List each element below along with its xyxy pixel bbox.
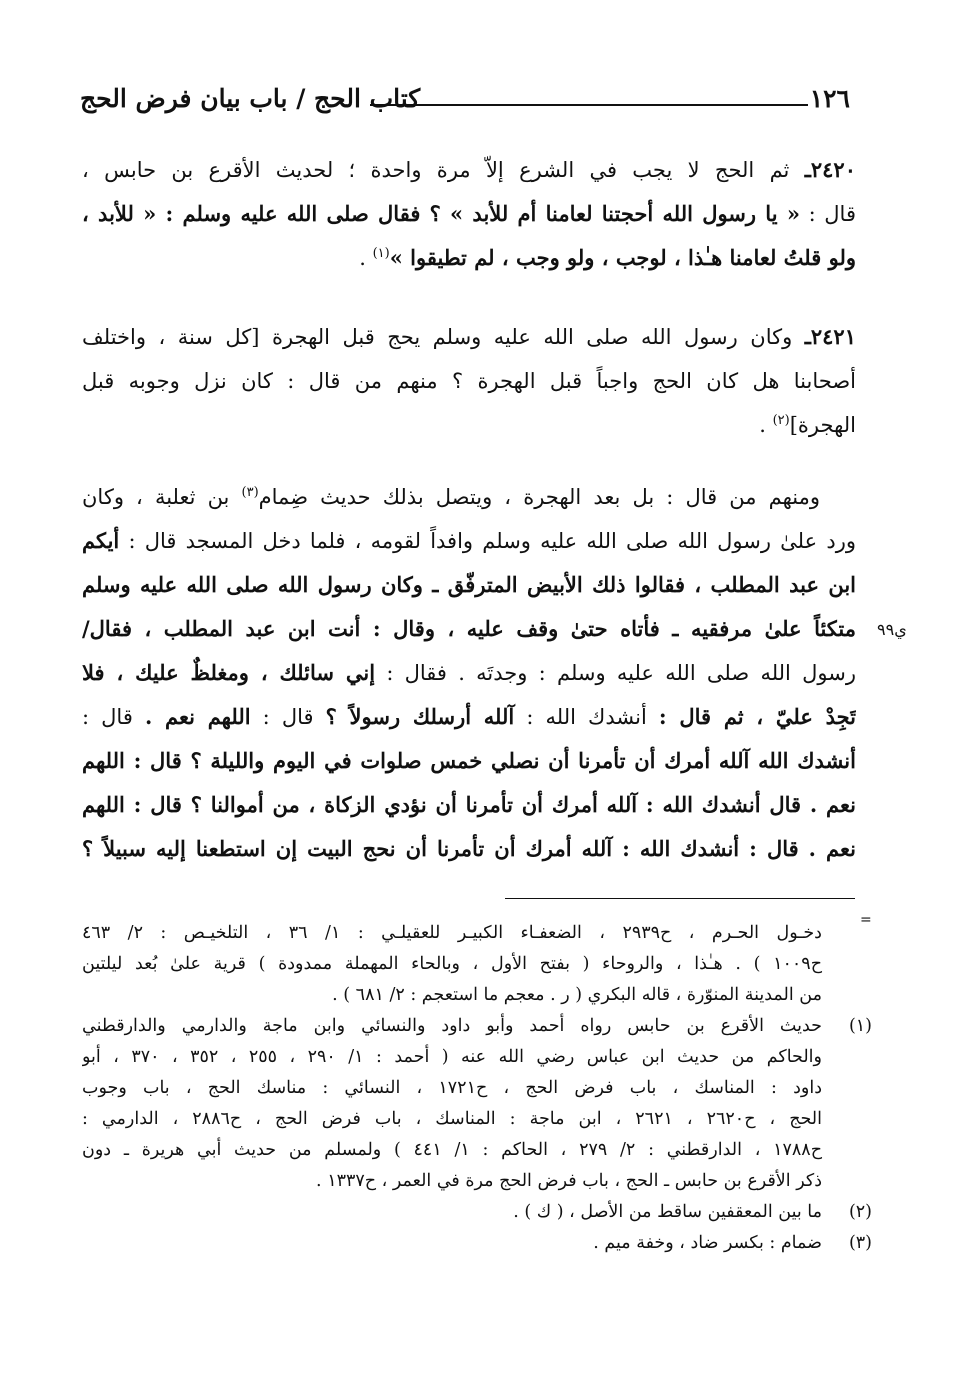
text-line [82,403,856,447]
text-span: أنشدك الله : [526,705,647,729]
header-rule [370,104,808,106]
text-span: أصحابنا هل كان الحج واجباً قبل الهجرة ؟ منهم من قال : كان نزل وجوبه قبل [82,369,856,393]
footnote-line: ح١٠٠٩ ) . هـٰذا ، والروحاء ( بفتح الأول ، وبالحاء المهملة ممدودة ) قرية علىٰ بُعد ليلتين [82,954,822,974]
hadith-text: ولو قلتُ لعامنا هـٰذا ، لوجب ، ولو وجب ، لم تطيقوا » [389,245,856,270]
footnote-line: الحج ، ح٢٦٢٠ ، ٢٦٢١ ، ابن ماجة : المناسك ، باب فرض الحج ، ح٢٨٨٦ ، الدارمي : [82,1109,823,1129]
footnote-continuation-mark: = [860,912,872,928]
hadith-text: تَجِدْ عليّ ، ثم قال : [658,704,856,729]
text-span: الهجرة] [789,413,856,437]
hadith-text: أيكم [82,528,120,553]
paragraph-number: ٢٤٢٠ـ [804,157,856,182]
text-span: قال : [82,705,133,729]
text-span: قال : [808,202,856,226]
hadith-text: نعم . قال أنشدك الله : آلله أمرك أن تأمرنا أن نؤدي الزكاة ، من أموالنا ؟ قال : اللهم [82,792,856,817]
manuscript-folio-marker: ي٩٩ [877,620,907,639]
text-span: ثم الحج لا يجب في الشرع إلاّ مرة واحدة ؛ لحديث الأقرع بن حابس ، [82,158,790,182]
text-span: ومنهم من قال : بل بعد الهجرة ، ويتصل بذلك حديث ضِمام [258,485,820,509]
footnote-line: داود : المناسك ، باب فرض الحج ، ح١٧٢١ ، النسائي : مناسك الحج ، باب وجوب [82,1078,823,1098]
text-span: بن ثعلبة ، وكان [82,485,242,509]
footnote-label: (٣) [848,1233,872,1253]
text-span: وكان رسول الله صلى الله عليه وسلم يحج قبل الهجرة [كل سنة ، واختلف [82,325,793,349]
paragraph-number: ٢٤٢١ـ [804,324,856,349]
footnote-3 [82,1228,872,1259]
hadith-text: متكئاً علىٰ مرفقيه ـ فأتاه حتىٰ وقف عليه ، وقال : أنت ابن عبد المطلب ، فقال/ [82,616,856,641]
footnote-2 [82,1197,872,1228]
footnote-line: والحاكم من حديث ابن عباس رضي الله عنه ( أحمد : ١/ ٢٩٠ ، ٢٥٥ ، ٣٥٢ ، ٣٧٠ ، أبو [82,1047,822,1067]
footnote-label: (١) [848,1016,872,1036]
hadith-text: أنشدك الله آلله أمرك أن تأمرنا أن نصلي خمس صلوات في اليوم والليلة ؟ قال : اللهم [82,748,856,773]
footnote-text: ما بين المعقفين ساقط من الأصل ، ( ك ) . [513,1202,822,1222]
hadith-text: « يا رسول الله أحجتنا لعامنا أم للأبد » ؟ فقال صلى الله عليه وسلم : « للأبد ، [82,201,800,226]
page-number: ١٢٦ [809,84,850,113]
hadith-text: اللهم نعم . [144,704,251,729]
text-line [82,359,856,403]
hadith-text: إني سائلك ، ومغلظٌ عليك ، فلا [82,660,376,685]
footnote-text: حديث الأقرع بن حابس رواه أحمد وأبو داود والنسائي وابن ماجة والدارمي والدارقطني [82,1016,822,1036]
footnote-line: ح١٧٨٨ ، الدارقطني : ٢/ ٢٧٩ ، الحاكم : ١/ ٤٤١ ) ولمسلم من حديث أبي هريرة ـ دون [82,1140,822,1160]
text-line [82,651,856,695]
footnote-line: ذكر الأقرع بن حابس ـ الحج ، باب فرض الحج مرة في العمر ، ح١٣٣٧ . [316,1171,822,1191]
footnote-ref: (٣) [241,485,259,500]
text-line [82,148,856,192]
footnote-1 [82,1011,872,1042]
text-span: ورد علىٰ رسول الله صلى الله عليه وسلم وافداً لقومه ، فلما دخل المسجد قال : [128,529,856,553]
text-line [82,315,856,359]
footnote-ref: (٢) [772,413,790,428]
text-span: قال : [262,705,314,729]
text-span: . [759,413,773,437]
footnotes [82,918,872,1259]
text-span: . [359,246,373,270]
paragraph-dimam [82,475,856,871]
text-line [82,783,856,827]
hadith-text: آلله أرسلك رسولاً ؟ [325,704,515,729]
text-line [82,192,856,236]
text-line [82,607,856,651]
running-title: كتاب الحج / باب بيان فرض الحج [80,84,421,113]
text-span: رسول الله صلى الله عليه وسلم : وجدتَه . فقال : [386,661,856,685]
footnote-ref: (١) [372,246,390,261]
text-line [82,827,856,871]
hadith-text: نعم . قال : أنشدك الله : آلله أمرك أن تأمرنا أن نحج البيت إن استطعنا إليه سبيلاً ؟ [82,836,856,861]
text-line [82,236,856,280]
text-line [82,739,856,783]
footnote-rule [505,898,855,899]
hadith-text: ابن عبد المطلب ، فقالوا ذلك الأبيض المترفّق ـ وكان رسول الله صلى الله عليه وسلم [82,572,856,597]
page-header [80,82,850,124]
text-line [82,475,856,519]
text-line [82,563,856,607]
footnote-line: دخـول الحـرم ، ح٢٩٣٩ ، الضعفـاء الكبيـر للعقيلـي : ١/ ٣٦ ، التلخيـص : ٢/ ٤٦٣ [82,923,822,943]
footnote-text: ضمام : بكسر ضاد ، وخفة ميم . [593,1233,822,1253]
text-line [82,695,856,739]
footnote-label: (٢) [848,1202,872,1222]
text-line [82,519,856,563]
paragraph-2421 [82,315,856,447]
footnote-line: من المدينة المنوّرة ، قاله البكري ( ر . معجم ما استعجم : ٢/ ٦٨١ ) . [332,985,822,1005]
paragraph-2420 [82,148,856,280]
